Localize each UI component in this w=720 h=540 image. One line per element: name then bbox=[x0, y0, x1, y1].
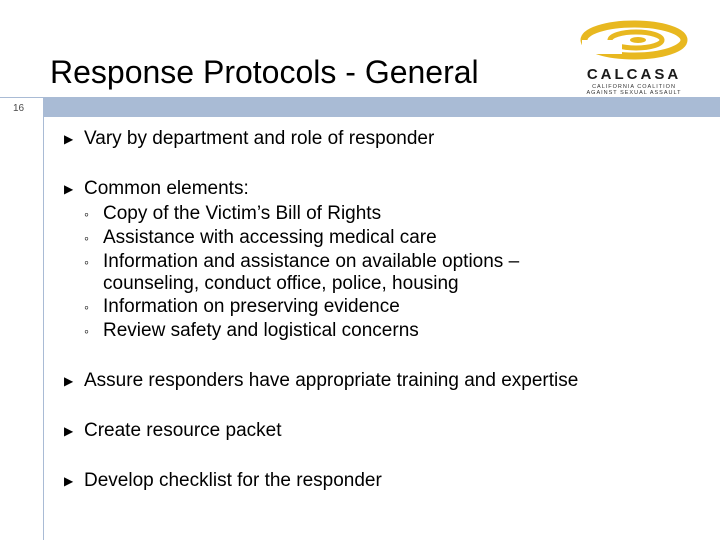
circle-bullet-icon: ◦ bbox=[84, 254, 89, 270]
sub-bullet-item bbox=[84, 227, 603, 249]
bullet-text: Assure responders have appropriate training and expertise bbox=[84, 370, 579, 391]
bullet-item bbox=[64, 370, 578, 392]
bullet-text: Develop checklist for the responder bbox=[84, 470, 382, 491]
bullet-item bbox=[64, 128, 434, 150]
sub-bullet-text: Copy of the Victim’s Bill of Rights bbox=[103, 203, 382, 224]
logo-tagline bbox=[578, 84, 690, 96]
sub-bullet-text: Information and assistance on available options – counseling, conduct office, police, housing bbox=[103, 251, 520, 294]
slide-number: 16 bbox=[13, 103, 25, 114]
bullet-text: Common elements: bbox=[84, 178, 249, 199]
header-accent-bar bbox=[44, 97, 720, 117]
triangle-right-icon: ▶ bbox=[64, 182, 74, 196]
logo-tagline-line1: CALIFORNIA COALITION bbox=[592, 84, 676, 90]
sub-bullet-text: Information on preserving evidence bbox=[103, 296, 400, 317]
bullet-item bbox=[64, 420, 282, 442]
logo-tagline-line2: AGAINST SEXUAL ASSAULT bbox=[586, 90, 682, 96]
sub-bullet-item bbox=[84, 251, 603, 295]
sub-bullet-text: Assistance with accessing medical care bbox=[103, 227, 437, 248]
circle-bullet-icon: ◦ bbox=[84, 230, 89, 246]
triangle-right-icon: ▶ bbox=[64, 474, 74, 488]
calcasa-logo bbox=[574, 14, 692, 98]
sub-bullet-item bbox=[84, 320, 603, 342]
bullet-item bbox=[64, 470, 382, 492]
triangle-right-icon: ▶ bbox=[64, 374, 74, 388]
calcasa-swirl-icon bbox=[574, 14, 692, 66]
bullet-text: Create resource packet bbox=[84, 420, 282, 441]
sub-bullet-item bbox=[84, 296, 603, 318]
circle-bullet-icon: ◦ bbox=[84, 299, 89, 315]
sub-bullet-item bbox=[84, 203, 603, 225]
logo-name: CALCASA bbox=[586, 66, 682, 83]
circle-bullet-icon: ◦ bbox=[84, 206, 89, 222]
triangle-right-icon: ▶ bbox=[64, 424, 74, 438]
triangle-right-icon: ▶ bbox=[64, 132, 74, 146]
circle-bullet-icon: ◦ bbox=[84, 323, 89, 339]
sub-bullet-text: Review safety and logistical concerns bbox=[103, 320, 419, 341]
slide-title: Response Protocols - General bbox=[50, 54, 479, 90]
bullet-text: Vary by department and role of responder bbox=[84, 128, 435, 149]
bullet-item bbox=[64, 178, 249, 200]
left-rule bbox=[43, 97, 44, 540]
